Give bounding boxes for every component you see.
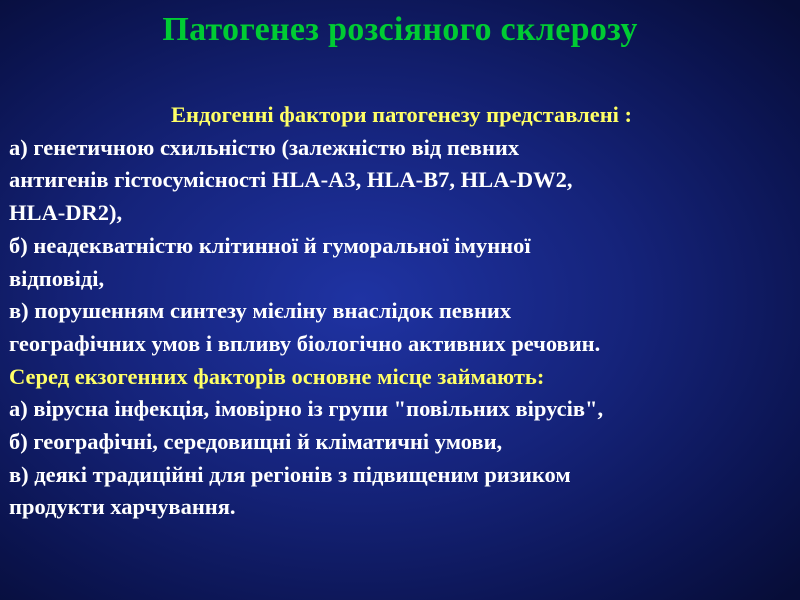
endogenous-line: географічних умов і впливу біологічно активних речовин. — [9, 330, 601, 356]
exogenous-line: в) деякі традиційні для регіонів з підвищеним ризиком — [9, 461, 571, 487]
exogenous-line: а) вірусна інфекція, імовірно із групи "повільних вірусів", — [9, 396, 604, 422]
endogenous-line: HLA-DR2), — [9, 200, 123, 226]
endogenous-line: б) неадекватністю клітинної й гуморальної імунної — [9, 232, 531, 258]
slide-body — [9, 99, 794, 524]
endogenous-heading: Ендогенні фактори патогенезу представлені : — [170, 102, 633, 127]
endogenous-line: антигенів гістосумісності HLA-A3, HLA-B7, HLA-DW2, — [9, 167, 573, 193]
endogenous-line: а) генетичною схильністю (залежністю від певних — [9, 134, 520, 160]
endogenous-line: відповіді, — [9, 265, 105, 291]
exogenous-line: продукти харчування. — [9, 494, 236, 520]
exogenous-heading: Серед екзогенних факторів основне місце займають: — [9, 363, 545, 389]
slide-title: Патогенез розсіяного склерозу — [162, 11, 638, 48]
exogenous-line: б) географічні, середовищні й кліматичні умови, — [9, 429, 503, 455]
endogenous-line: в) порушенням синтезу мієліну внаслідок певних — [9, 298, 512, 324]
